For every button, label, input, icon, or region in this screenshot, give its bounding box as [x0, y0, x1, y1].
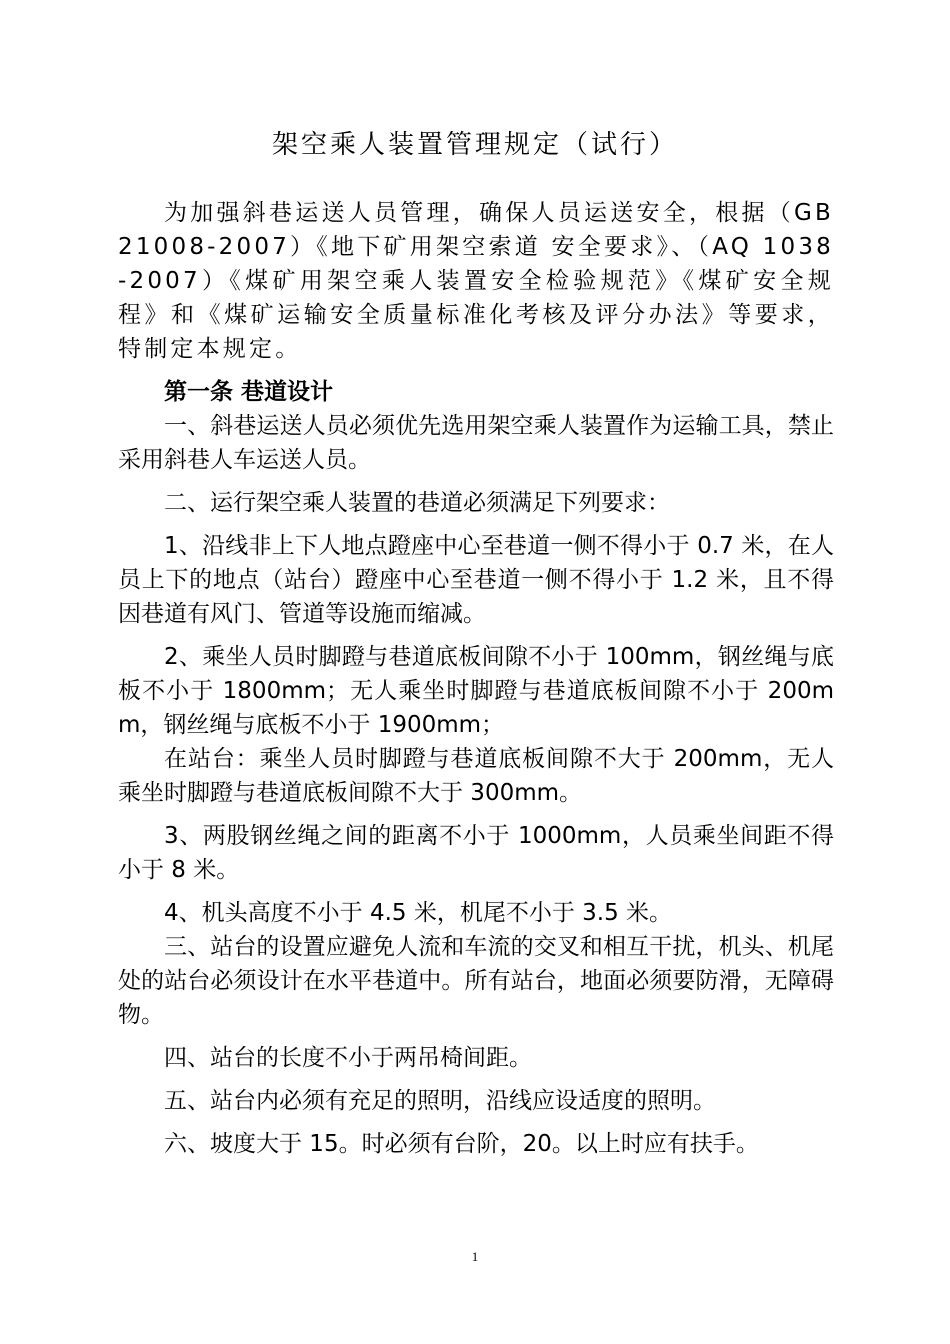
clause-4: 四、站台的长度不小于两吊椅间距。	[164, 1045, 532, 1071]
clause-6: 六、坡度大于 15。时必须有台阶，20。以上时应有扶手。	[164, 1131, 759, 1157]
requirement-4: 4、机头高度不小于 4.5 米，机尾不小于 3.5 米。	[164, 900, 673, 926]
document-title: 架空乘人装置管理规定（试行）	[271, 130, 678, 160]
clause-3: 三、站台的设置应避免人流和车流的交叉和相互干扰，机头、机尾处的站台必须设计在水平巷道中。所有站台，地面必须要防滑，无障碍物。	[118, 934, 834, 1028]
requirement-2: 2、乘坐人员时脚蹬与巷道底板间隙不小于 100mm，钢丝绳与底板不小于 1800mm；无人乘坐时脚蹬与巷道底板间隙不小于 200mm，钢丝绳与底板不小于 1900mm；	[118, 644, 834, 738]
requirement-1: 1、沿线非上下人地点蹬座中心至巷道一侧不得小于 0.7 米，在人员上下的地点（站台）蹬座中心至巷道一侧不得小于 1.2 米，且不得因巷道有风门、管道等设施而缩减。	[118, 533, 834, 627]
clause-5: 五、站台内必须有充足的照明，沿线应设适度的照明。	[164, 1088, 716, 1114]
clause-1: 一、斜巷运送人员必须优先选用架空乘人装置作为运输工具，禁止采用斜巷人车运送人员。	[118, 413, 834, 473]
page-number: 1	[471, 1249, 479, 1264]
clause-2: 二、运行架空乘人装置的巷道必须满足下列要求：	[164, 490, 670, 516]
requirement-2-station: 在站台：乘坐人员时脚蹬与巷道底板间隙不大于 200mm，无人乘坐时脚蹬与巷道底板间隙不大于 300mm。	[118, 746, 834, 806]
requirement-3: 3、两股钢丝绳之间的距离不小于 1000mm，人员乘坐间距不得小于 8 米。	[118, 823, 834, 883]
document-body	[118, 196, 834, 1161]
intro-paragraph: 为加强斜巷运送人员管理，确保人员运送安全，根据（GB21008-2007）《地下矿用架空索道 安全要求》、（AQ 1038-2007）《煤矿用架空乘人装置安全检验规范》《煤矿安全规程》和《煤矿运输安全质量标准化考核及评分办法》等要求，特制定本规定。	[118, 200, 834, 362]
article-heading: 第一条 巷道设计	[164, 379, 334, 405]
